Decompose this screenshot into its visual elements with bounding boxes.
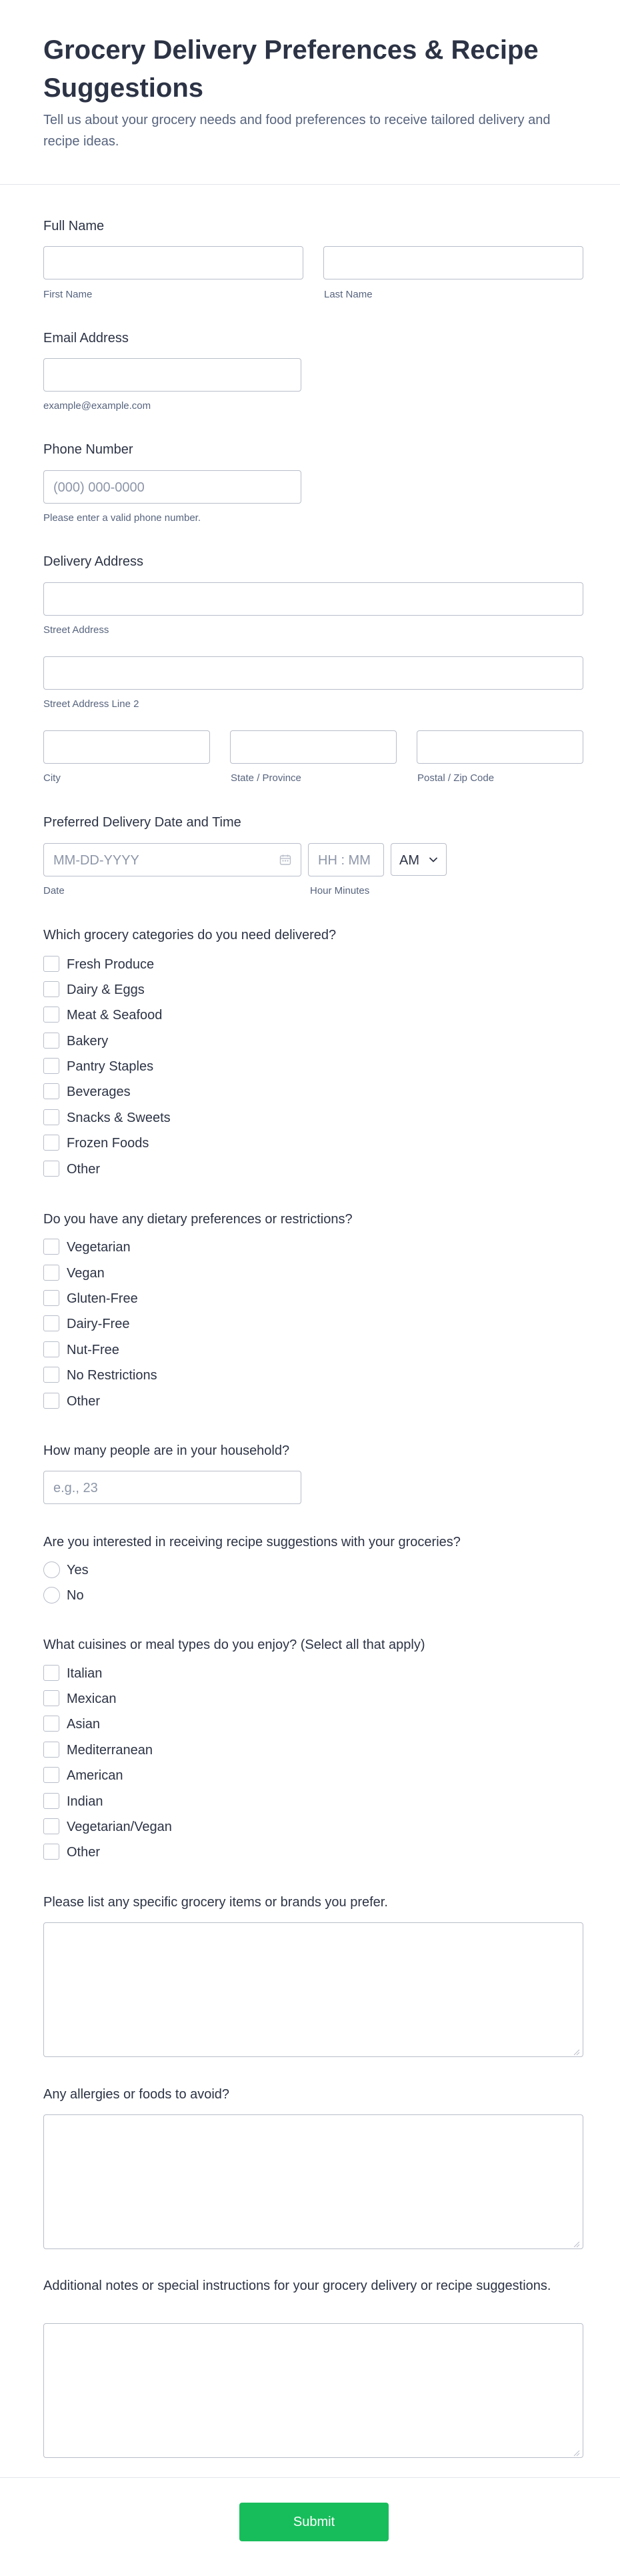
checkbox[interactable] [43, 1341, 59, 1357]
checkbox[interactable] [43, 1393, 59, 1409]
checkbox[interactable] [43, 1844, 59, 1860]
checkbox[interactable] [43, 1367, 59, 1383]
cuisines-label: What cuisines or meal types do you enjoy? (Select all that apply) [43, 1638, 425, 1652]
checkbox[interactable] [43, 1265, 59, 1281]
zip-input[interactable] [417, 730, 583, 764]
calendar-icon[interactable] [279, 854, 291, 866]
option-label: Snacks & Sweets [67, 1111, 171, 1125]
checkbox[interactable] [43, 1290, 59, 1306]
ampm-value: AM [399, 853, 419, 868]
checkbox[interactable] [43, 1239, 59, 1255]
delivery-datetime-label: Preferred Delivery Date and Time [43, 815, 241, 830]
zip-sublabel: Postal / Zip Code [417, 772, 495, 784]
option-label: Fresh Produce [67, 957, 155, 972]
notes-textarea[interactable] [43, 2323, 583, 2458]
option-label: Other [67, 1162, 101, 1177]
street-address-line2-sublabel: Street Address Line 2 [43, 698, 139, 710]
date-input[interactable] [43, 843, 301, 876]
option-label: Dairy & Eggs [67, 983, 145, 997]
time-sublabel: Hour Minutes [310, 885, 370, 896]
first-name-input[interactable] [43, 246, 303, 279]
checkbox[interactable] [43, 1109, 59, 1125]
date-placeholder: MM-DD-YYYY [53, 853, 139, 868]
ampm-select[interactable] [391, 843, 447, 876]
checkbox[interactable] [43, 1742, 59, 1758]
option-label: Gluten-Free [67, 1291, 138, 1306]
full-name-label: Full Name [43, 219, 105, 233]
email-label: Email Address [43, 331, 129, 346]
dietary-label: Do you have any dietary preferences or restrictions? [43, 1212, 353, 1227]
option-label: Beverages [67, 1085, 131, 1099]
time-input[interactable] [308, 843, 384, 876]
option-label: Other [67, 1394, 101, 1409]
option-label: Vegetarian [67, 1240, 131, 1255]
form-title: Grocery Delivery Preferences & Recipe Suggestions [43, 35, 539, 103]
option-label: Yes [67, 1563, 89, 1577]
time-placeholder: HH : MM [318, 853, 371, 868]
checkbox[interactable] [43, 981, 59, 997]
checkbox[interactable] [43, 1315, 59, 1331]
option-label: Italian [67, 1666, 103, 1681]
checkbox[interactable] [43, 1767, 59, 1783]
option-label: Bakery [67, 1034, 109, 1049]
option-label: Dairy-Free [67, 1317, 130, 1331]
radio-button[interactable] [43, 1561, 60, 1578]
state-input[interactable] [230, 730, 397, 764]
last-name-sublabel: Last Name [324, 289, 373, 300]
checkbox[interactable] [43, 1083, 59, 1099]
chevron-down-icon [429, 855, 438, 864]
option-label: Vegan [67, 1266, 105, 1281]
phone-label: Phone Number [43, 442, 133, 457]
option-label: Pantry Staples [67, 1059, 154, 1074]
option-label: Other [67, 1845, 101, 1860]
notes-label: Additional notes or special instructions for your grocery delivery or recipe suggestions. [43, 2279, 551, 2293]
email-sublabel: example@example.com [43, 400, 151, 412]
checkbox[interactable] [43, 1818, 59, 1834]
first-name-sublabel: First Name [43, 289, 93, 300]
option-label: Indian [67, 1794, 103, 1809]
option-label: Mexican [67, 1692, 117, 1706]
checkbox[interactable] [43, 1793, 59, 1809]
recipes-label: Are you interested in receiving recipe suggestions with your groceries? [43, 1535, 461, 1549]
allergies-textarea[interactable] [43, 2114, 583, 2249]
checkbox[interactable] [43, 1058, 59, 1074]
resize-handle-icon[interactable] [573, 2448, 580, 2455]
street-address-sublabel: Street Address [43, 624, 109, 636]
option-label: Meat & Seafood [67, 1008, 163, 1023]
radio-button[interactable] [43, 1587, 60, 1603]
last-name-input[interactable] [323, 246, 583, 279]
checkbox[interactable] [43, 1033, 59, 1049]
email-input[interactable] [43, 358, 301, 392]
checkbox[interactable] [43, 956, 59, 972]
state-sublabel: State / Province [231, 772, 301, 784]
option-label: Nut-Free [67, 1343, 119, 1357]
date-sublabel: Date [43, 885, 65, 896]
option-label: Mediterranean [67, 1743, 153, 1758]
street-address-input[interactable] [43, 582, 583, 616]
allergies-label: Any allergies or foods to avoid? [43, 2087, 230, 2102]
resize-handle-icon[interactable] [573, 2239, 580, 2246]
categories-label: Which grocery categories do you need delivered? [43, 928, 337, 942]
option-label: American [67, 1768, 123, 1783]
checkbox[interactable] [43, 1716, 59, 1732]
city-sublabel: City [43, 772, 61, 784]
checkbox[interactable] [43, 1690, 59, 1706]
city-input[interactable] [43, 730, 210, 764]
option-label: Frozen Foods [67, 1136, 149, 1151]
form-footer [0, 2477, 620, 2576]
checkbox[interactable] [43, 1665, 59, 1681]
items-label: Please list any specific grocery items or brands you prefer. [43, 1895, 388, 1910]
phone-placeholder: (000) 000-0000 [53, 480, 145, 495]
option-label: Vegetarian/Vegan [67, 1820, 172, 1834]
option-label: No [67, 1588, 84, 1603]
address-label: Delivery Address [43, 554, 144, 569]
household-input[interactable] [43, 1471, 301, 1504]
form-subtitle: Tell us about your grocery needs and food preferences to receive tailored delivery and recipe ideas. [43, 113, 551, 149]
household-placeholder: e.g., 23 [53, 1481, 98, 1495]
submit-button[interactable]: Submit [239, 2503, 389, 2541]
option-label: No Restrictions [67, 1368, 157, 1383]
resize-handle-icon[interactable] [573, 2047, 580, 2054]
street-address-line2-input[interactable] [43, 656, 583, 690]
checkbox[interactable] [43, 1135, 59, 1151]
phone-input[interactable] [43, 470, 301, 504]
items-textarea[interactable] [43, 1922, 583, 2057]
option-label: Asian [67, 1717, 101, 1732]
household-label: How many people are in your household? [43, 1443, 290, 1458]
phone-sublabel: Please enter a valid phone number. [43, 512, 201, 524]
form-header [0, 0, 620, 185]
checkbox[interactable] [43, 1161, 59, 1177]
checkbox[interactable] [43, 1007, 59, 1023]
